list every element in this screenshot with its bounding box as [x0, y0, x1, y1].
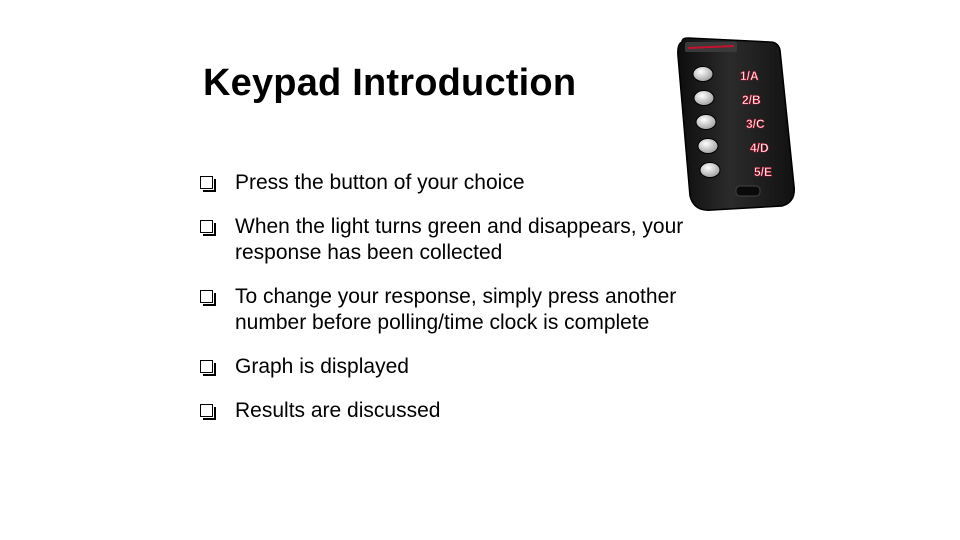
bullet-text: Graph is displayed [235, 355, 409, 378]
keypad-button-4 [698, 139, 718, 154]
keypad-bottom-slot [736, 186, 760, 196]
bullet-text: Press the button of your choice [235, 171, 525, 194]
keypad-body [678, 38, 794, 210]
hollow-square-bullet-icon [200, 176, 213, 189]
keypad-button-3 [696, 115, 716, 130]
keypad-label-2: 2/B [742, 93, 761, 107]
keypad-button-2 [694, 91, 714, 106]
bullet-text: When the light turns green and disappears, your response has been collected [235, 215, 684, 264]
bullet-list [200, 170, 720, 442]
keypad-button-5 [700, 163, 720, 178]
keypad-label-5: 5/E [754, 165, 773, 179]
keypad-button-1 [693, 67, 713, 82]
bullet-item [200, 398, 720, 424]
bullet-text: Results are discussed [235, 399, 441, 422]
hollow-square-bullet-icon [200, 360, 213, 373]
slide-title: Keypad Introduction [203, 62, 577, 104]
keypad-label-4: 4/D [750, 141, 769, 155]
keypad-label-3: 3/C [746, 117, 765, 131]
keypad-label-1: 1/A [740, 69, 759, 83]
bullet-item [200, 284, 720, 336]
hollow-square-bullet-icon [200, 404, 213, 417]
hollow-square-bullet-icon [200, 220, 213, 233]
bullet-item [200, 354, 720, 380]
bullet-text: To change your response, simply press another number before polling/time clock is complete [235, 285, 677, 334]
hollow-square-bullet-icon [200, 290, 213, 303]
response-keypad-icon [672, 36, 796, 212]
bullet-item [200, 170, 720, 196]
bullet-item [200, 214, 720, 266]
